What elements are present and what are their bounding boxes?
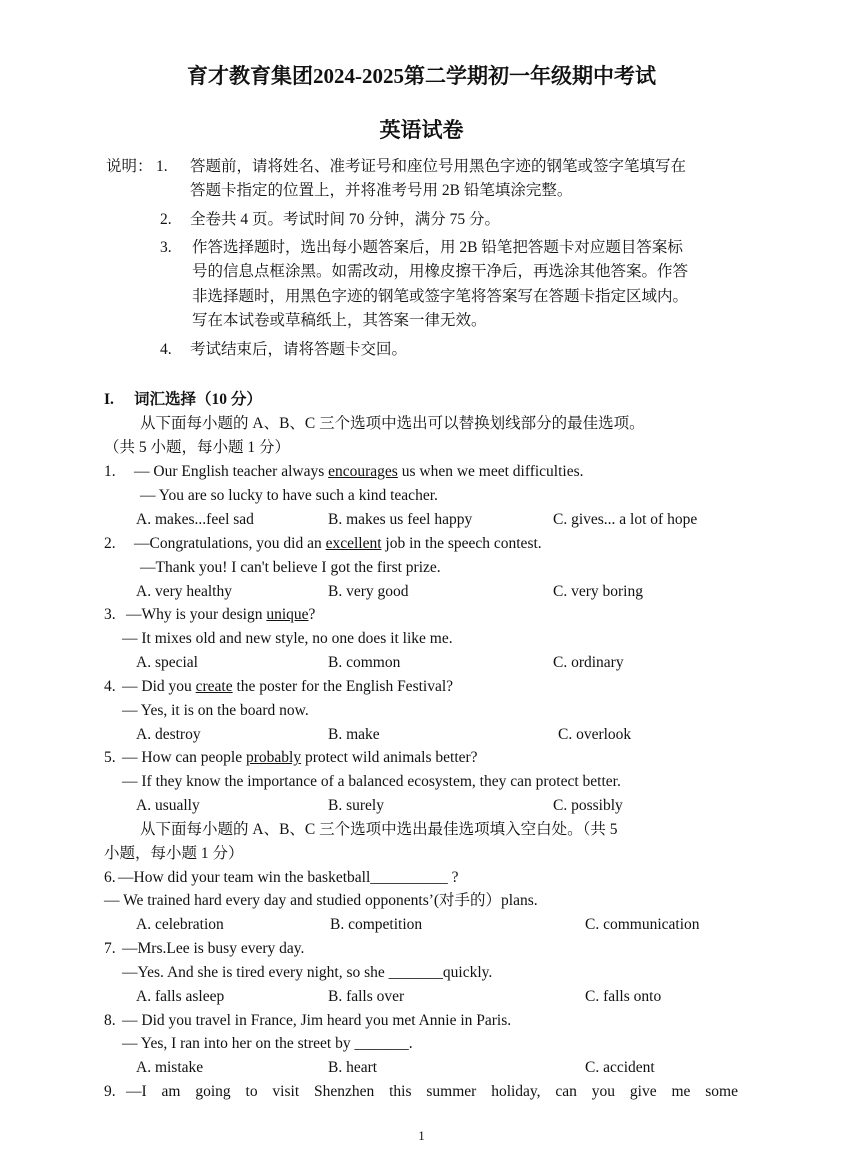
question-text: —How did your team win the basketball xyxy=(118,869,371,886)
question-line xyxy=(118,868,459,888)
option-a: A. falls asleep xyxy=(136,988,225,1005)
option-b: B. common xyxy=(328,654,401,671)
question-text: —Why is your design xyxy=(126,606,267,623)
response-line: — If they know the importance of a balanced ecosystem, they can protect better. xyxy=(122,773,621,790)
question-number: 4. xyxy=(104,678,116,695)
option-c: C. overlook xyxy=(558,726,632,743)
option-c: C. very boring xyxy=(553,583,643,600)
option-b: B. falls over xyxy=(328,988,405,1005)
option-a: A. very healthy xyxy=(136,583,232,600)
option-a: A. usually xyxy=(136,797,200,814)
response-line: — It mixes old and new style, no one does it like me. xyxy=(122,630,453,647)
option-a: A. special xyxy=(136,654,198,671)
instruction-line: 考试结束后，请将答题卡交回。 xyxy=(190,341,408,358)
option-c: C. falls onto xyxy=(585,988,662,1005)
question-line: — Did you travel in France, Jim heard you met Annie in Paris. xyxy=(122,1012,512,1029)
question-line xyxy=(126,605,315,625)
instruction-line: 答题前，请将姓名、准考证号和座位号用黑色字迹的钢笔或签字笔填写在 xyxy=(190,158,687,175)
question-text: protect wild animals better? xyxy=(301,749,478,766)
instruction-line: 全卷共 4 页。考试时间 70 分钟，满分 75 分。 xyxy=(190,211,501,228)
section-title: 词汇选择（10 分） xyxy=(134,391,262,408)
answer-blank: __________ xyxy=(370,869,448,886)
question-line xyxy=(122,677,453,697)
option-c: C. accident xyxy=(585,1059,655,1076)
question-number: 1. xyxy=(104,463,116,480)
question-line: —I am going to visit Shenzhen this summer holiday, can you give me some xyxy=(126,1083,738,1100)
question-line xyxy=(122,748,478,768)
question-number: 2. xyxy=(104,535,116,552)
question-text: —Congratulations, you did an xyxy=(134,535,326,552)
exam-title: 育才教育集团2024-2025第二学期初一年级期中考试 xyxy=(187,64,656,88)
instruction-num: 1. xyxy=(156,158,168,175)
instruction-line: 作答选择题时，选出每小题答案后，用 2B 铅笔把答题卡对应题目答案标 xyxy=(192,239,683,256)
response-line: — Yes, it is on the board now. xyxy=(122,702,309,719)
question-line xyxy=(134,462,584,482)
instruction-line: 非选择题时，用黑色字迹的钢笔或签字笔将答案写在答题卡指定区域内。 xyxy=(192,288,689,305)
option-c: C. gives... a lot of hope xyxy=(553,511,698,528)
underlined-word: unique xyxy=(266,606,309,623)
question-number: 9. xyxy=(104,1083,116,1100)
question-line xyxy=(134,534,542,554)
question-text: ? xyxy=(447,869,459,886)
instructions-label: 说明： xyxy=(106,158,153,175)
instruction-num: 3. xyxy=(160,239,172,256)
response-line: — Yes, I ran into her on the street by _______. xyxy=(122,1035,413,1052)
response-line: — We trained hard every day and studied opponents’(对手的）plans. xyxy=(104,892,538,909)
underlined-word: probably xyxy=(245,749,302,766)
option-b: B. makes us feel happy xyxy=(328,511,473,528)
underlined-word: encourages xyxy=(328,463,398,480)
section-intro: （共 5 小题，每小题 1 分） xyxy=(104,439,291,456)
option-c: C. ordinary xyxy=(553,654,624,671)
question-text: the poster for the English Festival? xyxy=(232,678,454,695)
instruction-num: 2. xyxy=(160,211,172,228)
instruction-line: 答题卡指定的位置上，并将准考号用 2B 铅笔填涂完整。 xyxy=(190,182,573,199)
question-line: —Mrs.Lee is busy every day. xyxy=(122,940,305,957)
section-intro: 从下面每小题的 A、B、C 三个选项中选出最佳选项填入空白处。（共 5 xyxy=(140,821,618,838)
response-line: —Thank you! I can't believe I got the first prize. xyxy=(140,559,441,576)
question-text: — Did you xyxy=(122,678,196,695)
option-b: B. make xyxy=(328,726,380,743)
question-text: — Our English teacher always xyxy=(134,463,329,480)
section-number: I. xyxy=(104,391,114,408)
option-b: B. very good xyxy=(328,583,409,600)
option-c: C. communication xyxy=(585,916,700,933)
question-number: 7. xyxy=(104,940,116,957)
section-intro: 从下面每小题的 A、B、C 三个选项中选出可以替换划线部分的最佳选项。 xyxy=(140,415,645,432)
option-a: A. mistake xyxy=(136,1059,204,1076)
question-text: ? xyxy=(308,606,316,623)
question-number: 3. xyxy=(104,606,116,623)
option-c: C. possibly xyxy=(553,797,623,814)
instruction-num: 4. xyxy=(160,341,172,358)
section-intro: 小题，每小题 1 分） xyxy=(104,845,244,862)
page-number: 1 xyxy=(418,1128,425,1143)
question-number: 5. xyxy=(104,749,116,766)
instruction-line: 号的信息点框涂黑。如需改动，用橡皮擦干净后，再选涂其他答案。作答 xyxy=(192,263,689,280)
option-b: B. heart xyxy=(328,1059,378,1076)
underlined-word: create xyxy=(195,678,233,695)
question-text: — How can people xyxy=(122,749,246,766)
option-b: B. competition xyxy=(330,916,423,933)
question-number: 6. xyxy=(104,869,116,886)
option-b: B. surely xyxy=(328,797,384,814)
response-line: —Yes. And she is tired every night, so she _______quickly. xyxy=(122,964,493,981)
response-line: — You are so lucky to have such a kind teacher. xyxy=(140,487,438,504)
question-number: 8. xyxy=(104,1012,116,1029)
question-text: us when we meet difficulties. xyxy=(397,463,584,480)
option-a: A. destroy xyxy=(136,726,201,743)
question-text: job in the speech contest. xyxy=(381,535,542,552)
instruction-line: 写在本试卷或草稿纸上，其答案一律无效。 xyxy=(192,312,487,329)
option-a: A. makes...feel sad xyxy=(136,511,254,528)
exam-subtitle: 英语试卷 xyxy=(379,118,464,142)
option-a: A. celebration xyxy=(136,916,224,933)
underlined-word: excellent xyxy=(325,535,382,552)
